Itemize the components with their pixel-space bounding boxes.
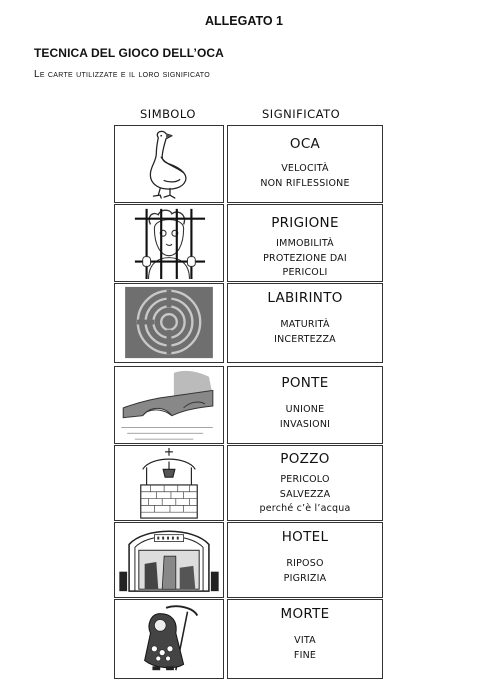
symbol-cell-prigione xyxy=(114,204,224,282)
meaning-line: INVASIONI xyxy=(279,418,331,430)
meaning-line: IMMOBILITÀ xyxy=(276,238,334,249)
column-header-meaning: SIGNIFICATO xyxy=(262,107,341,121)
meaning-line: MATURITÀ xyxy=(280,319,330,330)
card-name: POZZO xyxy=(280,451,330,467)
meaning-line: INCERTEZZA xyxy=(274,333,336,345)
meaning-cell-ponte xyxy=(227,366,383,444)
card-name: HOTEL xyxy=(281,529,329,545)
meaning-cell-prigione xyxy=(227,204,383,282)
meaning-line: UNIONE xyxy=(285,404,325,415)
card-name: PONTE xyxy=(281,375,329,391)
symbol-cell-pozzo xyxy=(114,445,224,521)
meaning-line: PERICOLO xyxy=(280,474,330,485)
card-name: MORTE xyxy=(280,606,330,622)
meaning-cell-pozzo xyxy=(227,445,383,521)
symbol-cell-morte xyxy=(114,599,224,679)
meaning-cell-morte xyxy=(227,599,383,679)
column-header-symbol: SIMBOLO xyxy=(140,107,196,121)
meaning-cell-labirinto xyxy=(227,283,383,363)
meaning-cell-oca xyxy=(227,125,383,203)
section-subtitle: Le carte utilizzate e il loro significato xyxy=(34,69,210,80)
hotel-icon xyxy=(115,523,223,597)
section-title: TECNICA DEL GIOCO DELL’OCA xyxy=(34,46,224,60)
card-name: LABIRINTO xyxy=(267,290,343,306)
symbol-cell-labirinto xyxy=(114,283,224,363)
meaning-line: RIPOSO xyxy=(286,558,324,569)
meaning-line: PERICOLI xyxy=(282,267,328,278)
death-grim-reaper-icon xyxy=(115,600,223,678)
prisoner-behind-bars-icon xyxy=(115,205,223,281)
annex-heading: ALLEGATO 1 xyxy=(204,14,283,28)
meaning-line: PIGRIZIA xyxy=(283,572,327,584)
symbol-cell-hotel xyxy=(114,522,224,598)
meaning-line: VELOCITÀ xyxy=(281,163,329,174)
well-icon xyxy=(115,446,223,520)
meaning-line: VITA xyxy=(294,635,316,646)
symbol-cell-oca xyxy=(114,125,224,203)
card-name: PRIGIONE xyxy=(271,215,339,231)
meaning-line: NON RIFLESSIONE xyxy=(260,177,350,189)
bridge-icon xyxy=(115,367,223,443)
meaning-cell-hotel xyxy=(227,522,383,598)
meaning-line: SALVEZZA xyxy=(279,488,331,500)
card-name: OCA xyxy=(289,136,321,152)
labyrinth-icon xyxy=(115,284,223,362)
meaning-line: FINE xyxy=(293,649,317,661)
meaning-line: perché c’è l’acqua xyxy=(259,503,351,514)
symbol-cell-ponte xyxy=(114,366,224,444)
goose-icon xyxy=(115,126,223,202)
meaning-line: PROTEZIONE DAI xyxy=(263,252,347,264)
